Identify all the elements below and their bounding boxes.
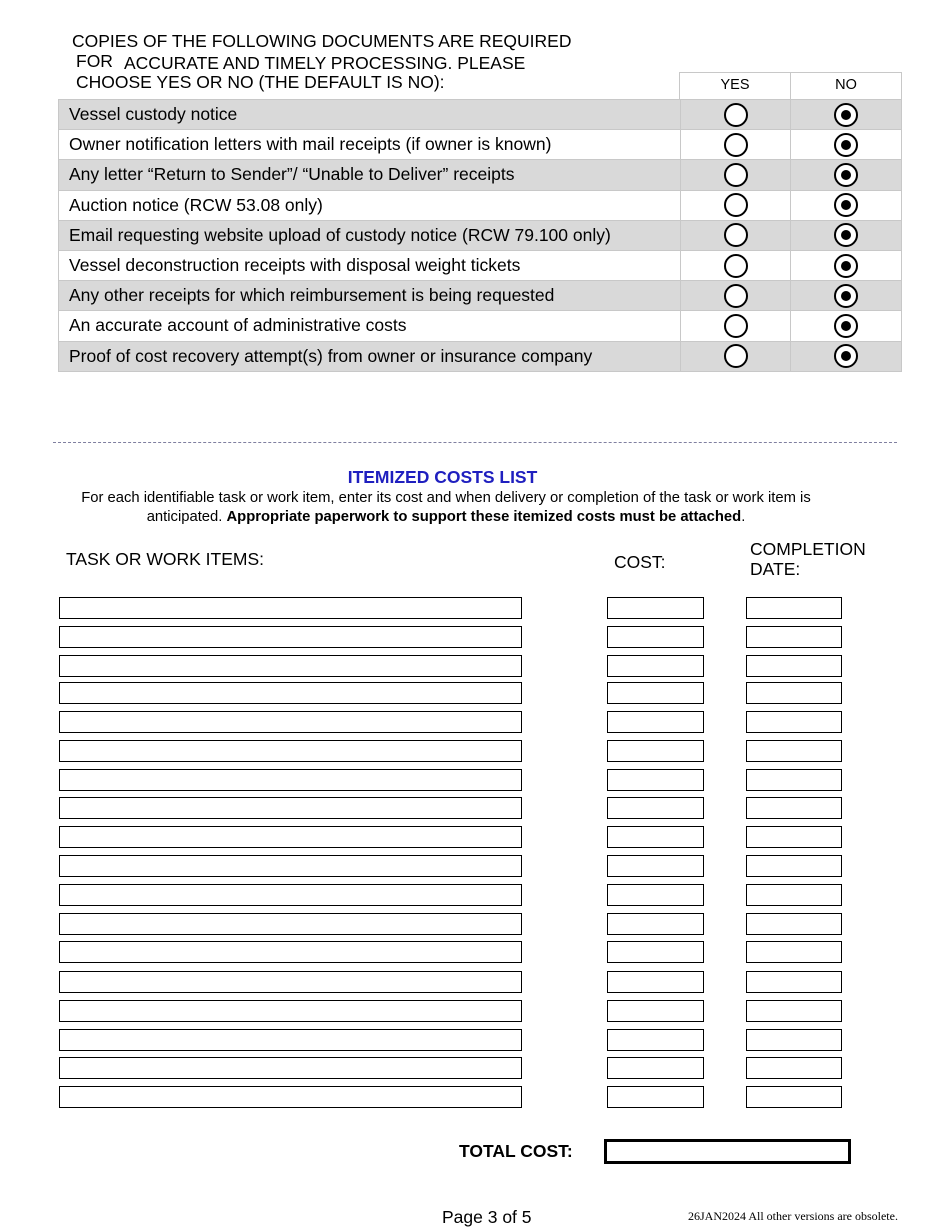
document-row <box>59 220 902 250</box>
cost-field[interactable] <box>607 655 704 677</box>
no-cell <box>791 160 902 190</box>
no-radio[interactable] <box>834 193 858 217</box>
yes-radio[interactable] <box>724 223 748 247</box>
document-label: Auction notice (RCW 53.08 only) <box>59 190 681 220</box>
instructions-text: For each identifiable task or work item, enter its cost and when delivery or completion of the task or work item is anticipated. <box>81 490 811 525</box>
yes-cell <box>680 160 791 190</box>
completion-date-field[interactable] <box>746 797 842 819</box>
cost-field[interactable] <box>607 913 704 935</box>
yes-cell <box>680 100 791 130</box>
task-field[interactable] <box>59 1029 522 1051</box>
document-row <box>59 250 902 280</box>
total-cost-label: TOTAL COST: <box>459 1141 573 1161</box>
task-field[interactable] <box>59 740 522 762</box>
no-cell <box>791 281 902 311</box>
itemized-costs-title: ITEMIZED COSTS LIST <box>347 467 538 487</box>
completion-date-field[interactable] <box>746 1029 842 1051</box>
completion-date-field[interactable] <box>746 941 842 963</box>
completion-date-field[interactable] <box>746 769 842 791</box>
instructions-line-2b: ACCURATE AND TIMELY PROCESSING. PLEASE <box>124 53 526 73</box>
instructions-line-1: COPIES OF THE FOLLOWING DOCUMENTS ARE REQUIRED <box>72 31 572 51</box>
cost-column-header: COST: <box>614 552 666 572</box>
instructions-line-3: CHOOSE YES OR NO (THE DEFAULT IS NO): <box>76 72 445 92</box>
cost-field[interactable] <box>607 1086 704 1108</box>
document-row <box>59 130 902 160</box>
document-row <box>59 160 902 190</box>
cost-field[interactable] <box>607 941 704 963</box>
task-field[interactable] <box>59 1000 522 1022</box>
completion-date-header-line-2: DATE: <box>750 559 801 579</box>
completion-date-field[interactable] <box>746 711 842 733</box>
cost-field[interactable] <box>607 740 704 762</box>
completion-date-field[interactable] <box>746 655 842 677</box>
task-field[interactable] <box>59 1086 522 1108</box>
no-radio[interactable] <box>834 314 858 338</box>
section-divider <box>53 442 897 443</box>
task-field[interactable] <box>59 797 522 819</box>
document-label: Email requesting website upload of custody notice (RCW 79.100 only) <box>59 220 681 250</box>
document-row <box>59 190 902 220</box>
no-radio[interactable] <box>834 133 858 157</box>
page-number: Page 3 of 5 <box>442 1207 532 1227</box>
itemized-costs-instructions <box>66 489 826 527</box>
yes-radio[interactable] <box>724 284 748 308</box>
cost-field[interactable] <box>607 826 704 848</box>
yes-radio[interactable] <box>724 254 748 278</box>
yes-cell <box>680 281 791 311</box>
yes-column-header: YES <box>679 72 791 99</box>
completion-date-field[interactable] <box>746 826 842 848</box>
completion-date-field[interactable] <box>746 855 842 877</box>
no-cell <box>791 130 902 160</box>
no-cell <box>791 190 902 220</box>
cost-field[interactable] <box>607 769 704 791</box>
cost-field[interactable] <box>607 626 704 648</box>
no-radio[interactable] <box>834 163 858 187</box>
no-radio[interactable] <box>834 103 858 127</box>
completion-date-field[interactable] <box>746 682 842 704</box>
no-cell <box>791 100 902 130</box>
document-label: Any letter “Return to Sender”/ “Unable to Deliver” receipts <box>59 160 681 190</box>
task-field[interactable] <box>59 626 522 648</box>
cost-field[interactable] <box>607 682 704 704</box>
no-cell <box>791 250 902 280</box>
yes-cell <box>680 341 791 371</box>
task-field[interactable] <box>59 884 522 906</box>
cost-field[interactable] <box>607 1000 704 1022</box>
task-field[interactable] <box>59 1057 522 1079</box>
cost-field[interactable] <box>607 797 704 819</box>
instructions-end: . <box>741 509 746 525</box>
no-radio[interactable] <box>834 223 858 247</box>
task-field[interactable] <box>59 597 522 619</box>
completion-date-field[interactable] <box>746 1057 842 1079</box>
yes-radio[interactable] <box>724 103 748 127</box>
document-label: Vessel deconstruction receipts with disposal weight tickets <box>59 250 681 280</box>
task-field[interactable] <box>59 826 522 848</box>
document-row <box>59 281 902 311</box>
no-radio[interactable] <box>834 344 858 368</box>
no-radio[interactable] <box>834 284 858 308</box>
cost-field[interactable] <box>607 1029 704 1051</box>
document-row <box>59 100 902 130</box>
instructions-line-2a: FOR <box>76 51 113 71</box>
instructions-bold-text: Appropriate paperwork to support these itemized costs must be attached <box>226 509 742 525</box>
cost-field[interactable] <box>607 1057 704 1079</box>
completion-date-column-header <box>750 539 866 579</box>
yes-cell <box>680 190 791 220</box>
yes-radio[interactable] <box>724 344 748 368</box>
cost-field[interactable] <box>607 884 704 906</box>
yes-cell <box>680 250 791 280</box>
no-radio[interactable] <box>834 254 858 278</box>
cost-field[interactable] <box>607 855 704 877</box>
yes-cell <box>680 130 791 160</box>
completion-date-header-line-1: COMPLETION <box>750 539 866 559</box>
version-note: 26JAN2024 All other versions are obsolete. <box>688 1209 898 1223</box>
task-field[interactable] <box>59 769 522 791</box>
document-row <box>59 341 902 371</box>
yes-cell <box>680 311 791 341</box>
cost-field[interactable] <box>607 971 704 993</box>
completion-date-field[interactable] <box>746 626 842 648</box>
completion-date-field[interactable] <box>746 1000 842 1022</box>
yes-radio[interactable] <box>724 133 748 157</box>
yes-cell <box>680 220 791 250</box>
task-field[interactable] <box>59 855 522 877</box>
cost-field[interactable] <box>607 711 704 733</box>
completion-date-field[interactable] <box>746 913 842 935</box>
task-column-header: TASK OR WORK ITEMS: <box>66 549 265 569</box>
total-cost-field[interactable] <box>604 1139 851 1164</box>
task-field[interactable] <box>59 941 522 963</box>
completion-date-field[interactable] <box>746 1086 842 1108</box>
document-label: Proof of cost recovery attempt(s) from owner or insurance company <box>59 341 681 371</box>
document-row <box>59 311 902 341</box>
document-label: An accurate account of administrative costs <box>59 311 681 341</box>
yes-radio[interactable] <box>724 314 748 338</box>
completion-date-field[interactable] <box>746 740 842 762</box>
task-field[interactable] <box>59 913 522 935</box>
completion-date-field[interactable] <box>746 971 842 993</box>
task-field[interactable] <box>59 682 522 704</box>
document-label: Any other receipts for which reimbursement is being requested <box>59 281 681 311</box>
task-field[interactable] <box>59 711 522 733</box>
task-field[interactable] <box>59 971 522 993</box>
document-label: Owner notification letters with mail receipts (if owner is known) <box>59 130 681 160</box>
no-cell <box>791 341 902 371</box>
task-field[interactable] <box>59 655 522 677</box>
completion-date-field[interactable] <box>746 884 842 906</box>
no-column-header: NO <box>790 72 902 99</box>
required-documents-table <box>58 99 902 372</box>
cost-field[interactable] <box>607 597 704 619</box>
yes-radio[interactable] <box>724 163 748 187</box>
document-label: Vessel custody notice <box>59 100 681 130</box>
completion-date-field[interactable] <box>746 597 842 619</box>
no-cell <box>791 311 902 341</box>
yes-radio[interactable] <box>724 193 748 217</box>
no-cell <box>791 220 902 250</box>
